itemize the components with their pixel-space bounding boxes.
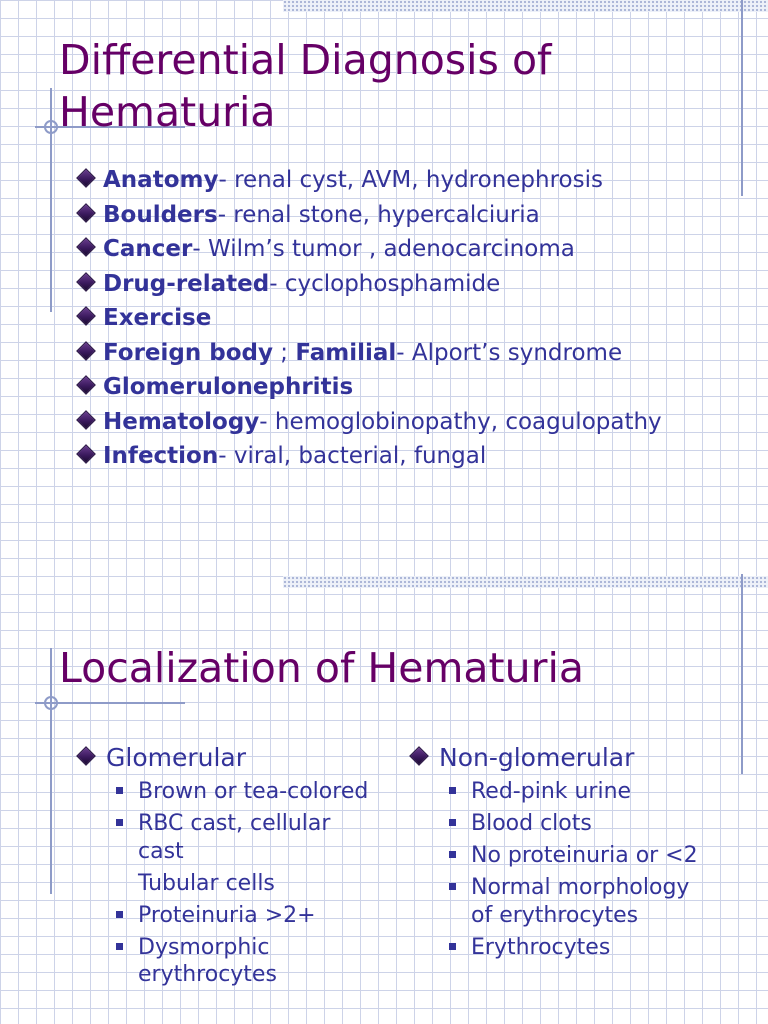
list-item: [78, 166, 758, 195]
glomerular-list: [78, 778, 378, 989]
square-bullet-icon: [449, 787, 456, 794]
item-term: Glomerulonephritis: [103, 374, 354, 400]
list-item-text: Blood clots: [471, 811, 592, 836]
item-detail: - hemoglobinopathy, coagulopathy: [259, 408, 662, 435]
list-item-text: Brown or tea-colored: [138, 779, 369, 804]
item-detail: - cyclophosphamide: [269, 270, 501, 297]
item-detail: - viral, bacterial, fungal: [218, 443, 487, 469]
glomerular-column: [78, 742, 378, 993]
square-bullet-icon: [116, 819, 123, 826]
differential-list: [78, 166, 758, 477]
diamond-bullet-icon: [409, 746, 429, 766]
item-detail: - renal cyst, AVM, hydronephrosis: [218, 167, 603, 193]
list-item-text: No proteinuria or <2: [471, 843, 698, 868]
item-term: Exercise: [103, 305, 212, 331]
item-term: Infection: [103, 443, 219, 469]
diamond-bullet-icon: [76, 746, 96, 766]
list-item-text: Erythrocytes: [471, 934, 611, 960]
diamond-bullet-icon: [76, 444, 96, 464]
list-item: [78, 870, 378, 898]
diamond-bullet-icon: [76, 203, 96, 223]
item-term: Drug-related: [103, 270, 270, 297]
item-term: Boulders: [103, 201, 218, 228]
list-item: [411, 874, 711, 929]
decorative-circle-icon: [44, 696, 58, 710]
list-item-text: Proteinuria >2+: [138, 902, 316, 928]
square-bullet-icon: [449, 851, 456, 858]
list-item: [78, 778, 378, 806]
list-item: [78, 304, 758, 333]
square-bullet-icon: [116, 787, 123, 794]
list-item-text: RBC cast, cellular cast: [138, 811, 331, 864]
square-bullet-icon: [449, 943, 456, 950]
diamond-bullet-icon: [76, 237, 96, 257]
item-term-2: Familial: [295, 339, 397, 366]
item-detail: - Wilm’s tumor , adenocarcinoma: [192, 236, 575, 262]
list-item: [78, 373, 758, 402]
list-item-text: Tubular cells: [138, 870, 275, 896]
column-heading-text: Glomerular: [106, 743, 247, 772]
diamond-bullet-icon: [76, 272, 96, 292]
diamond-bullet-icon: [76, 341, 96, 361]
column-heading: [78, 742, 378, 774]
diamond-bullet-icon: [76, 375, 96, 395]
list-item: [411, 778, 711, 806]
decorative-top-bar: [283, 576, 768, 588]
column-heading: [411, 742, 711, 774]
item-term: Hematology: [103, 408, 260, 435]
list-item-text: Normal morphology of erythrocytes: [471, 875, 690, 928]
decorative-right-line: [741, 574, 743, 774]
diamond-bullet-icon: [76, 168, 96, 188]
non-glomerular-list: [411, 778, 711, 961]
square-bullet-icon: [449, 883, 456, 890]
list-item: [78, 201, 758, 230]
list-item: [78, 339, 758, 368]
list-item: [78, 442, 758, 471]
list-item: [78, 270, 758, 299]
square-bullet-icon: [449, 819, 456, 826]
non-glomerular-column: [411, 742, 711, 966]
item-detail: - renal stone, hypercalciuria: [217, 201, 540, 228]
diamond-bullet-icon: [76, 410, 96, 430]
decorative-circle-icon: [44, 120, 58, 134]
list-item-text: Dysmorphic erythrocytes: [138, 934, 277, 987]
slide-title: Localization of Hematuria: [59, 644, 584, 692]
list-item: [411, 810, 711, 838]
slide-localization: [0, 574, 768, 1024]
item-detail: - Alport’s syndrome: [396, 339, 623, 366]
list-item: [78, 235, 758, 264]
item-separator: ;: [272, 339, 296, 366]
list-item: [411, 842, 711, 870]
list-item: [411, 934, 711, 962]
slide-title: Differential Diagnosis of Hematuria: [59, 36, 552, 136]
item-term: Cancer: [103, 236, 193, 262]
item-term: Foreign body: [103, 339, 273, 366]
column-heading-text: Non-glomerular: [439, 743, 635, 772]
list-item: [78, 408, 758, 437]
list-item: [78, 934, 378, 989]
list-item: [78, 810, 378, 865]
decorative-left-line: [50, 648, 52, 894]
square-bullet-icon: [116, 943, 123, 950]
list-item-text: Red-pink urine: [471, 779, 632, 804]
square-bullet-icon: [116, 911, 123, 918]
diamond-bullet-icon: [76, 306, 96, 326]
item-term: Anatomy: [103, 167, 219, 193]
list-item: [78, 902, 378, 930]
decorative-top-bar: [283, 0, 768, 12]
